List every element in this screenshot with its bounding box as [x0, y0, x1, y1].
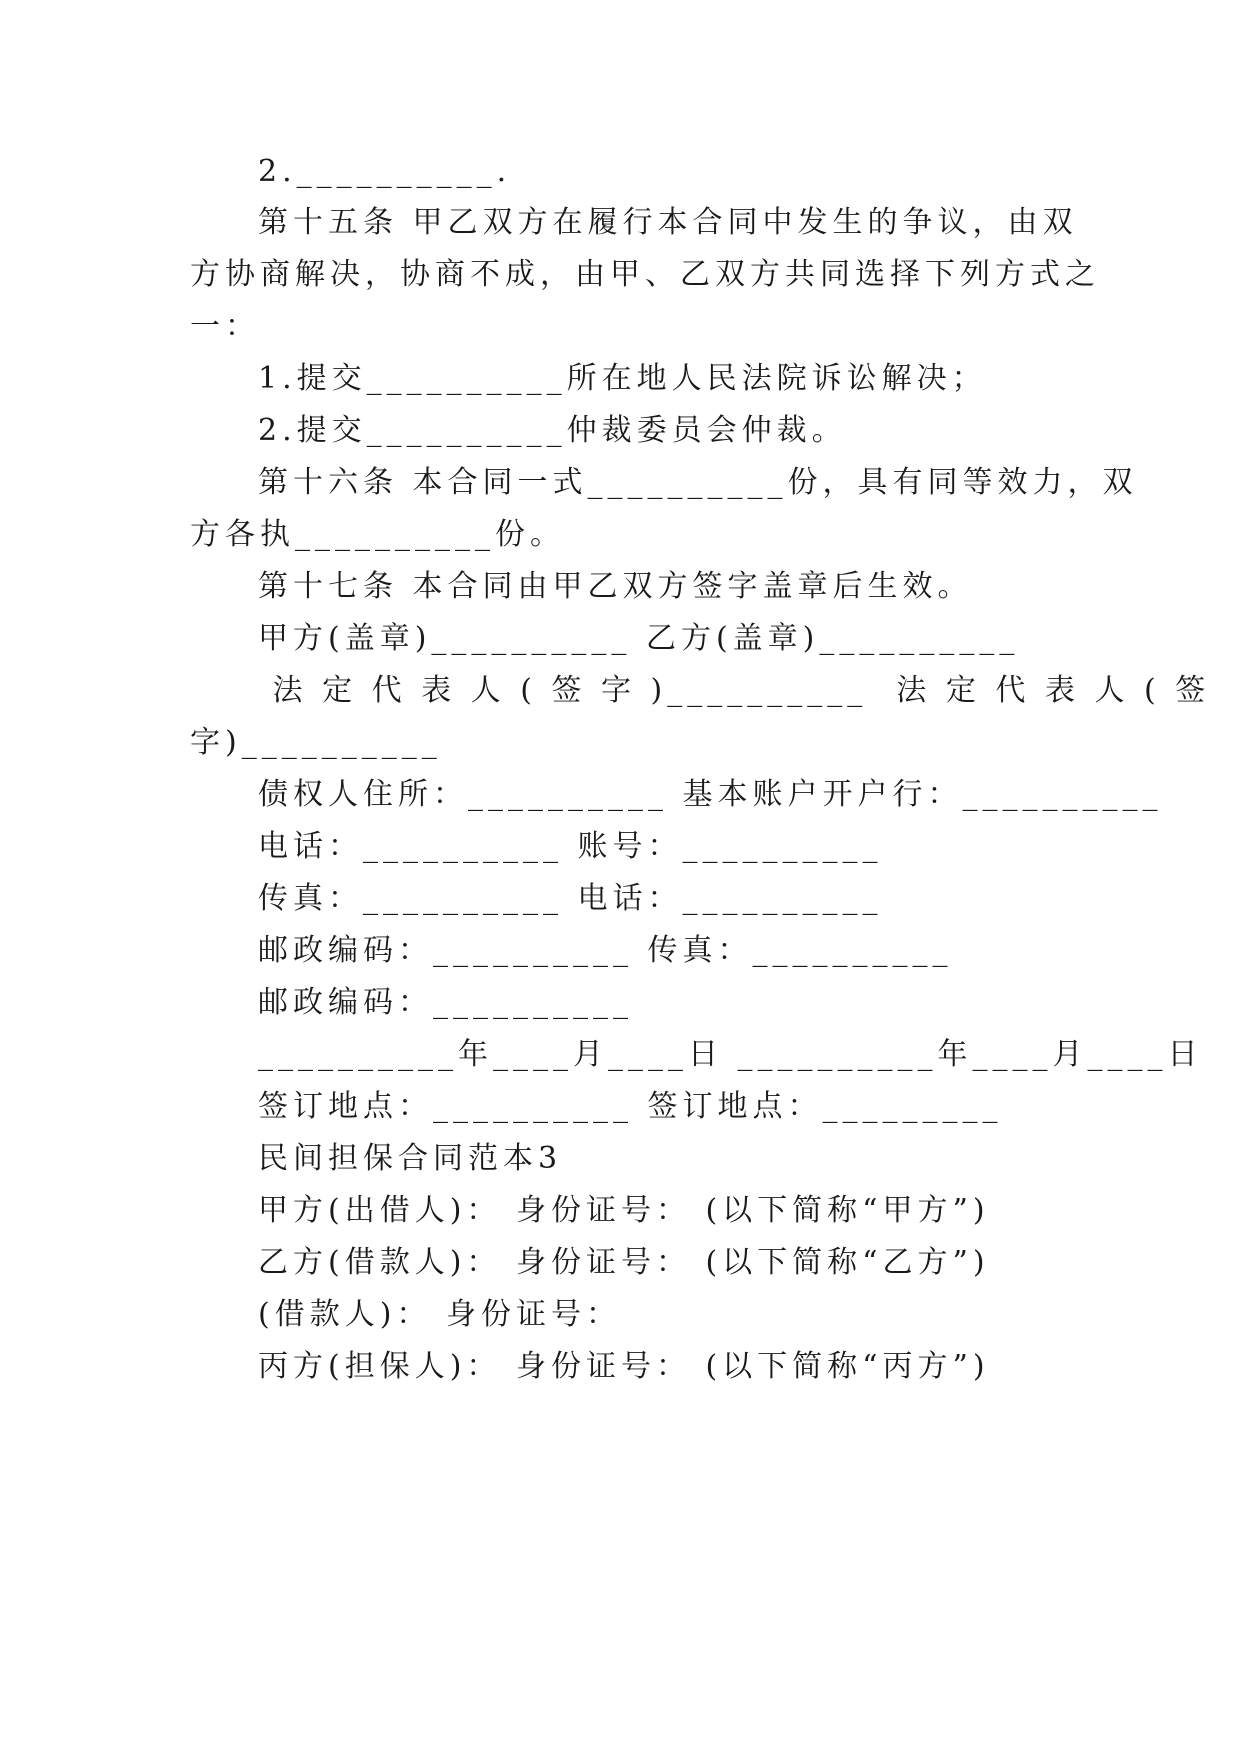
text-line: 传真：__________ 电话：__________	[258, 881, 883, 916]
text-line: 电话：__________ 账号：__________	[258, 829, 883, 864]
text-line: 甲方(盖章)__________ 乙方(盖章)__________	[258, 621, 1020, 656]
text-line: 民间担保合同范本3	[258, 1141, 563, 1176]
text-line: 甲方(出借人)： 身份证号： (以下简称“甲方”)	[258, 1193, 990, 1228]
text-line: 丙方(担保人)： 身份证号： (以下简称“丙方”)	[258, 1349, 990, 1384]
text-line: 字)__________	[190, 725, 442, 760]
text-line: (借款人)： 身份证号：	[258, 1297, 621, 1332]
text-line: 邮政编码：__________ 传真：__________	[258, 933, 953, 968]
text-line: 2.提交__________仲裁委员会仲裁。	[258, 413, 847, 448]
text-line: 方协商解决，协商不成，由甲、乙双方共同选择下列方式之	[190, 257, 1100, 292]
text-line: 邮政编码：__________	[258, 985, 633, 1020]
text-line: __________年____月____日 __________年____月____日	[258, 1037, 1203, 1072]
text-line: 2.__________.	[258, 154, 512, 189]
text-line: 法 定 代 表 人 ( 签 字 )__________ 法 定 代 表 人 ( 签	[258, 673, 1211, 708]
text-line: 第十七条 本合同由甲乙双方签字盖章后生效。	[258, 569, 973, 604]
text-line: 债权人住所：__________ 基本账户开户行：__________	[258, 777, 1163, 812]
text-line: 一：	[190, 309, 260, 344]
text-line: 1.提交__________所在地人民法院诉讼解决；	[258, 361, 987, 396]
text-line: 第十六条 本合同一式__________份，具有同等效力，双	[258, 465, 1138, 500]
text-line: 签订地点：__________ 签订地点：_________	[258, 1089, 1003, 1124]
text-line: 第十五条 甲乙双方在履行本合同中发生的争议，由双	[258, 205, 1078, 240]
text-line: 乙方(借款人)： 身份证号： (以下简称“乙方”)	[258, 1245, 990, 1280]
text-line: 方各执__________份。	[190, 517, 565, 552]
